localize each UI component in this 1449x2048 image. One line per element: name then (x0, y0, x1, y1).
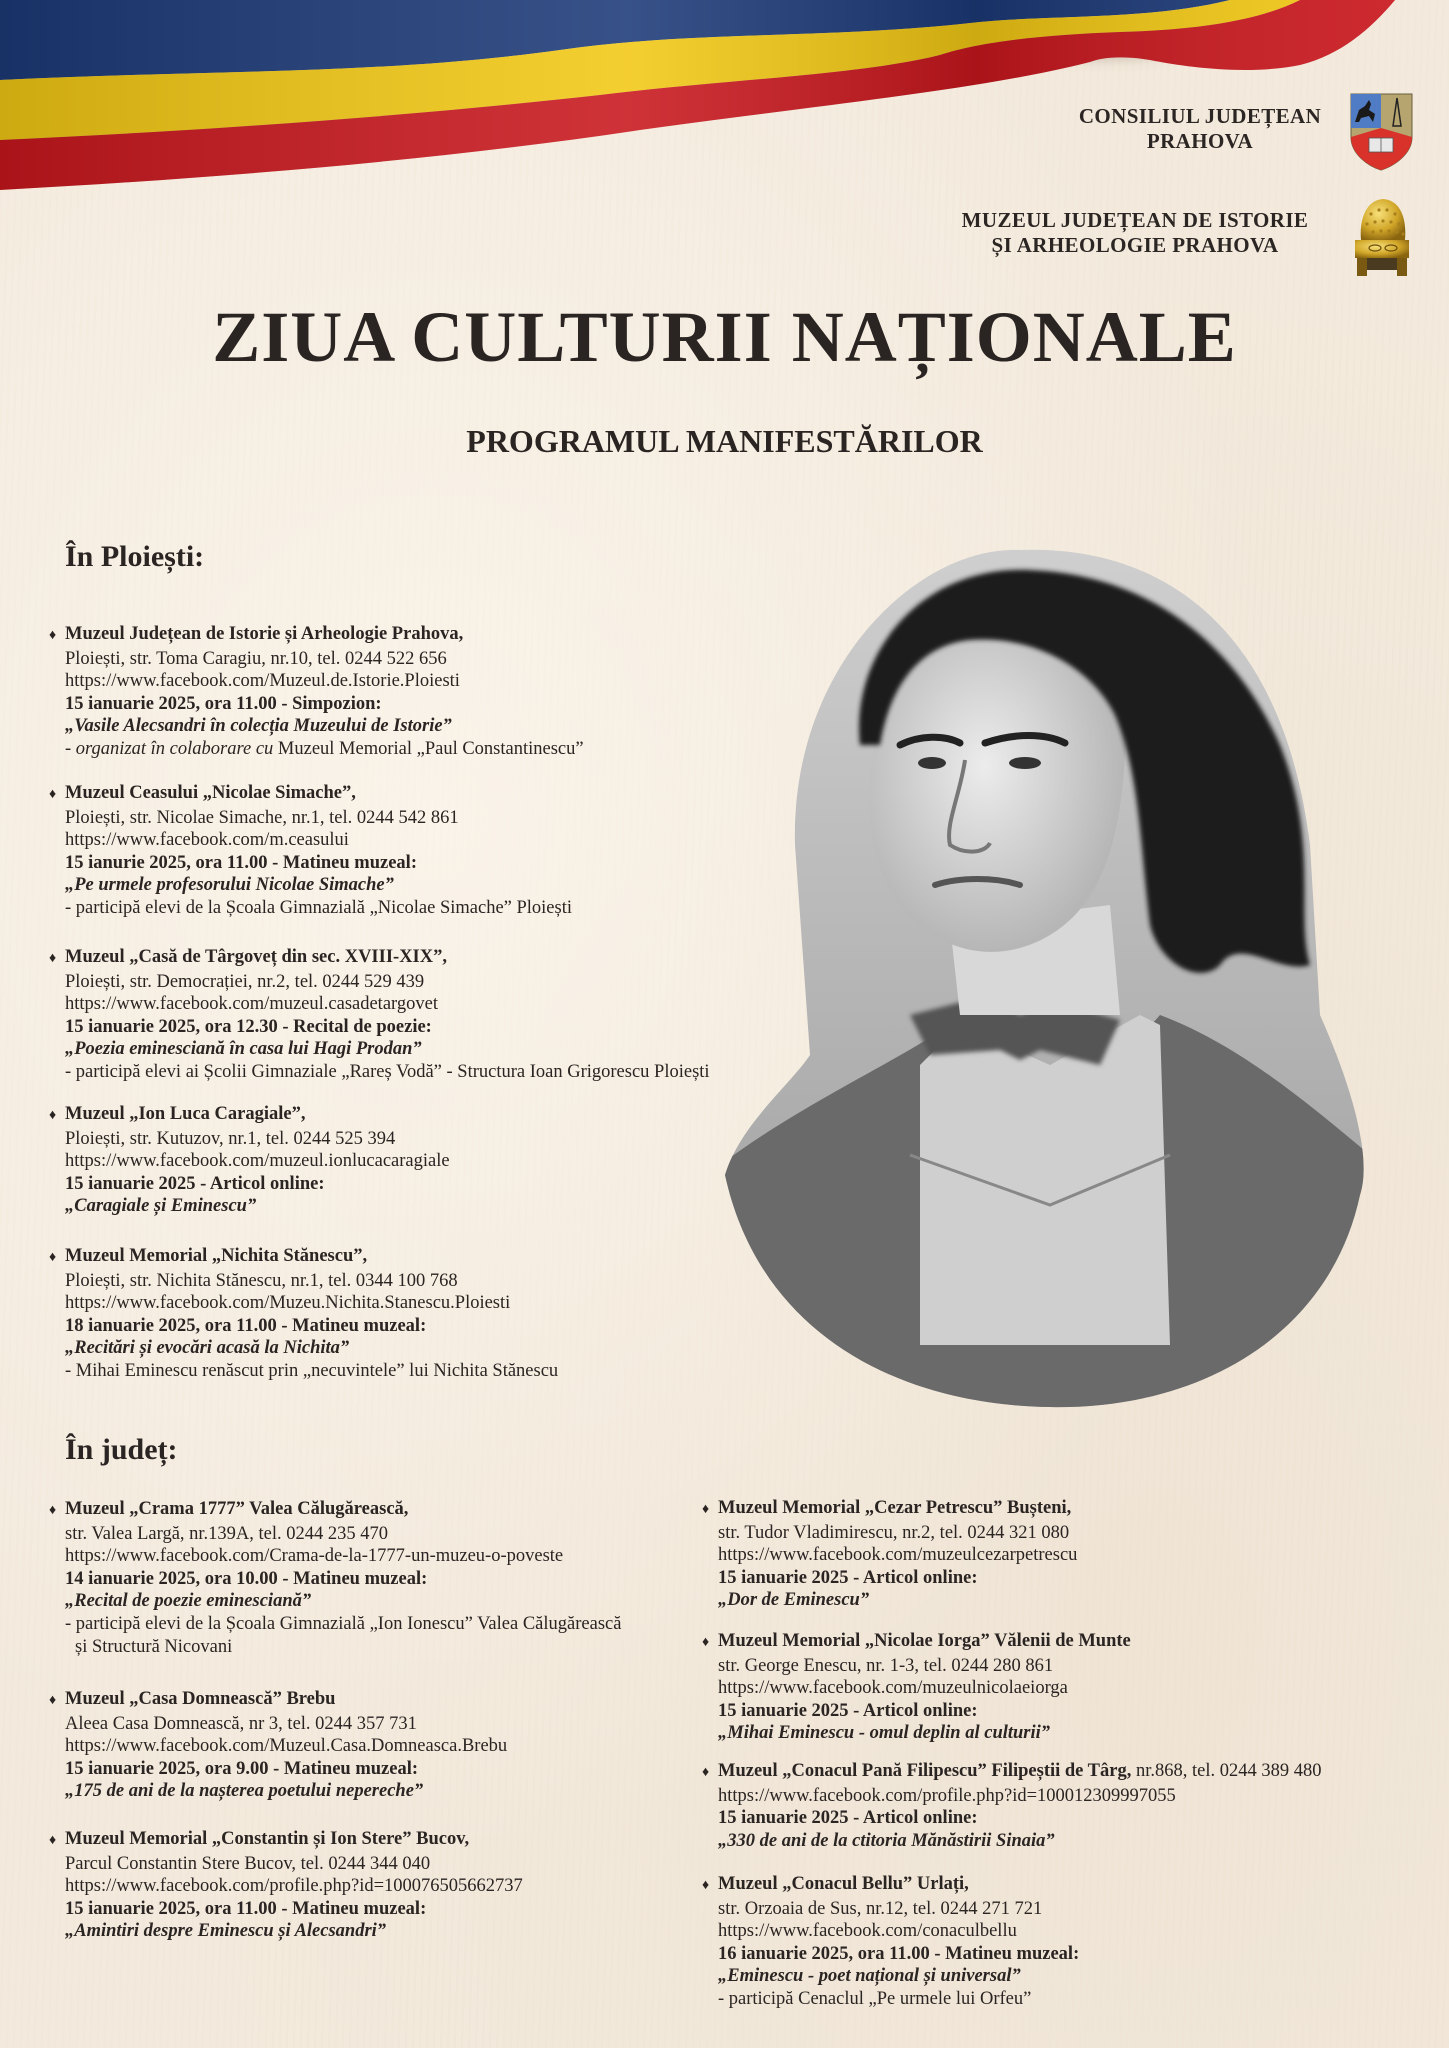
diamond-bullet-icon: ♦ (702, 1635, 710, 1650)
museum-title: Muzeul „Conacul Bellu” Urlați, (718, 1874, 969, 1894)
museum-address: str. Orzoaia de Sus, nr.12, tel. 0244 271 721 (718, 1898, 1043, 1919)
section-heading-judet: În județ: (65, 1433, 178, 1466)
diamond-bullet-icon: ♦ (49, 628, 57, 643)
event-entry (49, 946, 710, 1084)
event-title: „Caragiale și Eminescu” (65, 1196, 257, 1217)
event-note-italic: - organizat în colaborare cu (65, 738, 274, 759)
event-title: „Recitări și evocări acasă la Nichita” (65, 1338, 350, 1359)
event-entry (702, 1497, 1078, 1612)
event-note (65, 738, 584, 761)
event-datetime: 15 ianuarie 2025, ora 11.00 - Simpozion: (65, 693, 382, 714)
museum-facebook-link[interactable]: https://www.facebook.com/profile.php?id=100076505662737 (65, 1876, 523, 1897)
event-title: „Pe urmele profesorului Nicolae Simache” (65, 875, 394, 896)
event-note: - Mihai Eminescu renăscut prin „necuvintele” lui Nichita Stănescu (65, 1360, 559, 1381)
diamond-bullet-icon: ♦ (49, 787, 57, 802)
museum-address: str. Tudor Vladimirescu, nr.2, tel. 0244 321 080 (718, 1522, 1070, 1543)
event-datetime: 15 ianuarie 2025, ora 9.00 - Matineu muzeal: (65, 1758, 418, 1779)
event-entry (49, 623, 584, 761)
prahova-coat-of-arms-icon (1349, 92, 1414, 172)
diamond-bullet-icon: ♦ (49, 1693, 57, 1708)
diamond-bullet-icon: ♦ (49, 1503, 57, 1518)
museum-address: Ploiești, str. Nichita Stănescu, nr.1, tel. 0344 100 768 (65, 1270, 458, 1291)
museum-title: Muzeul Județean de Istorie și Arheologie Prahova, (65, 624, 464, 644)
museum-title: Muzeul Memorial „Nicolae Iorga” Vălenii de Munte (718, 1631, 1131, 1651)
county-council-name (1055, 104, 1345, 154)
event-note-continued: și Structură Nicovani (75, 1636, 233, 1657)
page-title: ZIUA CULTURII NAȚIONALE (212, 297, 1237, 377)
event-datetime: 14 ianuarie 2025, ora 10.00 - Matineu muzeal: (65, 1568, 428, 1589)
museum-title: Muzeul Memorial „Constantin și Ion Stere” Bucov, (65, 1829, 470, 1849)
event-entry (702, 1873, 1080, 2011)
event-entry (49, 1498, 622, 1658)
event-title: „Mihai Eminescu - omul deplin al culturii” (718, 1723, 1051, 1744)
museum-address: Aleea Casa Domnească, nr 3, tel. 0244 357 731 (65, 1713, 417, 1734)
museum-address: Ploiești, str. Kutuzov, nr.1, tel. 0244 525 394 (65, 1128, 396, 1149)
diamond-bullet-icon: ♦ (49, 1108, 57, 1123)
section-heading-ploiesti: În Ploiești: (65, 540, 205, 573)
museum-facebook-link[interactable]: https://www.facebook.com/Muzeu.Nichita.Stanescu.Ploiesti (65, 1293, 511, 1314)
event-note: - participă elevi de la Școala Gimnazială „Ion Ionescu” Valea Călugărească (65, 1613, 622, 1634)
museum-title: Muzeul „Casa Domnească” Brebu (65, 1689, 336, 1709)
event-datetime: 15 ianuarie 2025 - Articol online: (65, 1173, 325, 1194)
museum-address: str. Valea Largă, nr.139A, tel. 0244 235 470 (65, 1523, 389, 1544)
museum-name-line1: MUZEUL JUDEȚEAN DE ISTORIE (961, 208, 1309, 232)
event-note: - participă elevi de la Școala Gimnazială „Nicolae Simache” Ploiești (65, 897, 572, 918)
museum-facebook-link[interactable]: https://www.facebook.com/muzeul.casadetargovet (65, 994, 438, 1015)
diamond-bullet-icon: ♦ (49, 1833, 57, 1848)
museum-address: Ploiești, str. Nicolae Simache, nr.1, tel. 0244 542 861 (65, 807, 459, 828)
event-title: „175 de ani de la nașterea poetului nepereche” (65, 1781, 424, 1802)
event-title: „Amintiri despre Eminescu și Alecsandri” (65, 1921, 387, 1942)
diamond-bullet-icon: ♦ (49, 951, 57, 966)
event-datetime: 15 ianuarie 2025 - Articol online: (718, 1700, 978, 1721)
museum-facebook-link[interactable]: https://www.facebook.com/conaculbellu (718, 1921, 1017, 1942)
page-subtitle: PROGRAMUL MANIFESTĂRILOR (466, 423, 983, 459)
romanian-flag-ribbon (0, 0, 1449, 200)
event-title: „Eminescu - poet național și universal” (718, 1966, 1021, 1987)
event-title: „Poezia eminesciană în casa lui Hagi Prodan” (65, 1039, 422, 1060)
museum-facebook-link[interactable]: https://www.facebook.com/profile.php?id=100012309997055 (718, 1785, 1176, 1806)
event-entry (49, 1688, 508, 1803)
event-datetime: 16 ianuarie 2025, ora 11.00 - Matineu muzeal: (718, 1943, 1080, 1964)
golden-helmet-icon (1351, 196, 1413, 279)
event-title: „Recital de poezie eminesciană” (65, 1591, 312, 1612)
museum-address: str. George Enescu, nr. 1-3, tel. 0244 280 861 (718, 1655, 1054, 1676)
county-council-line1: CONSILIUL JUDEȚEAN (1078, 104, 1322, 128)
event-entry (49, 1245, 559, 1383)
museum-facebook-link[interactable]: https://www.facebook.com/Crama-de-la-1777-un-muzeu-o-poveste (65, 1546, 564, 1567)
museum-title: Muzeul „Ion Luca Caragiale”, (65, 1104, 306, 1124)
museum-title: Muzeul Memorial „Nichita Stănescu”, (65, 1246, 368, 1266)
diamond-bullet-icon: ♦ (702, 1765, 710, 1780)
event-note-text: Muzeul Memorial „Paul Constantinescu” (273, 738, 584, 759)
diamond-bullet-icon: ♦ (702, 1502, 710, 1517)
museum-title: Muzeul Ceasului „Nicolae Simache”, (65, 783, 356, 803)
county-council-line2: PRAHOVA (1146, 129, 1254, 153)
museum-name (930, 208, 1340, 258)
museum-title: Muzeul Memorial „Cezar Petrescu” Bușteni, (718, 1498, 1072, 1518)
event-note: - participă elevi ai Școlii Gimnaziale „Rareș Vodă” - Structura Ioan Grigorescu Ploiești (65, 1061, 710, 1082)
event-entry (49, 782, 572, 920)
museum-facebook-link[interactable]: https://www.facebook.com/muzeulcezarpetrescu (718, 1545, 1078, 1566)
eminescu-portrait (720, 545, 1370, 1410)
event-datetime: 15 ianuarie 2025 - Articol online: (718, 1567, 978, 1588)
event-title: „Vasile Alecsandri în colecția Muzeului de Istorie” (65, 716, 452, 737)
museum-facebook-link[interactable]: https://www.facebook.com/muzeulnicolaeiorga (718, 1678, 1068, 1699)
museum-address: Ploiești, str. Democrației, nr.2, tel. 0244 529 439 (65, 971, 425, 992)
event-entry (702, 1630, 1131, 1745)
event-datetime: 15 ianuarie 2025, ora 11.00 - Matineu muzeal: (65, 1898, 427, 1919)
museum-facebook-link[interactable]: https://www.facebook.com/Muzeul.de.Istorie.Ploiesti (65, 671, 460, 692)
museum-facebook-link[interactable]: https://www.facebook.com/Muzeul.Casa.Domneasca.Brebu (65, 1736, 508, 1757)
event-datetime: 15 ianuarie 2025, ora 12.30 - Recital de poezie: (65, 1016, 432, 1037)
museum-address: Parcul Constantin Stere Bucov, tel. 0244 344 040 (65, 1853, 431, 1874)
event-datetime: 15 ianurie 2025, ora 11.00 - Matineu muzeal: (65, 852, 417, 873)
museum-title: Muzeul „Crama 1777” Valea Călugărească, (65, 1499, 409, 1519)
event-entry (702, 1760, 1322, 1852)
museum-title: Muzeul „Casă de Târgoveț din sec. XVIII-XIX”, (65, 947, 447, 967)
event-datetime: 18 ianuarie 2025, ora 11.00 - Matineu muzeal: (65, 1315, 427, 1336)
museum-facebook-link[interactable]: https://www.facebook.com/muzeul.ionlucacaragiale (65, 1151, 450, 1172)
museum-address: nr.868, tel. 0244 389 480 (1131, 1761, 1322, 1781)
event-datetime: 15 ianuarie 2025 - Articol online: (718, 1808, 978, 1829)
museum-title: Muzeul „Conacul Pană Filipescu” Filipeștii de Târg, (718, 1761, 1132, 1781)
museum-address: Ploiești, str. Toma Caragiu, nr.10, tel. 0244 522 656 (65, 648, 447, 669)
event-entry (49, 1103, 450, 1218)
museum-facebook-link[interactable]: https://www.facebook.com/m.ceasului (65, 830, 349, 851)
museum-name-line2: ȘI ARHEOLOGIE PRAHOVA (991, 233, 1279, 257)
diamond-bullet-icon: ♦ (49, 1250, 57, 1265)
event-note: - participă Cenaclul „Pe urmele lui Orfeu” (718, 1988, 1032, 2009)
diamond-bullet-icon: ♦ (702, 1878, 710, 1893)
event-entry (49, 1828, 523, 1943)
event-title: „330 de ani de la ctitoria Mănăstirii Sinaia” (718, 1830, 1055, 1851)
event-title: „Dor de Eminescu” (718, 1590, 870, 1611)
